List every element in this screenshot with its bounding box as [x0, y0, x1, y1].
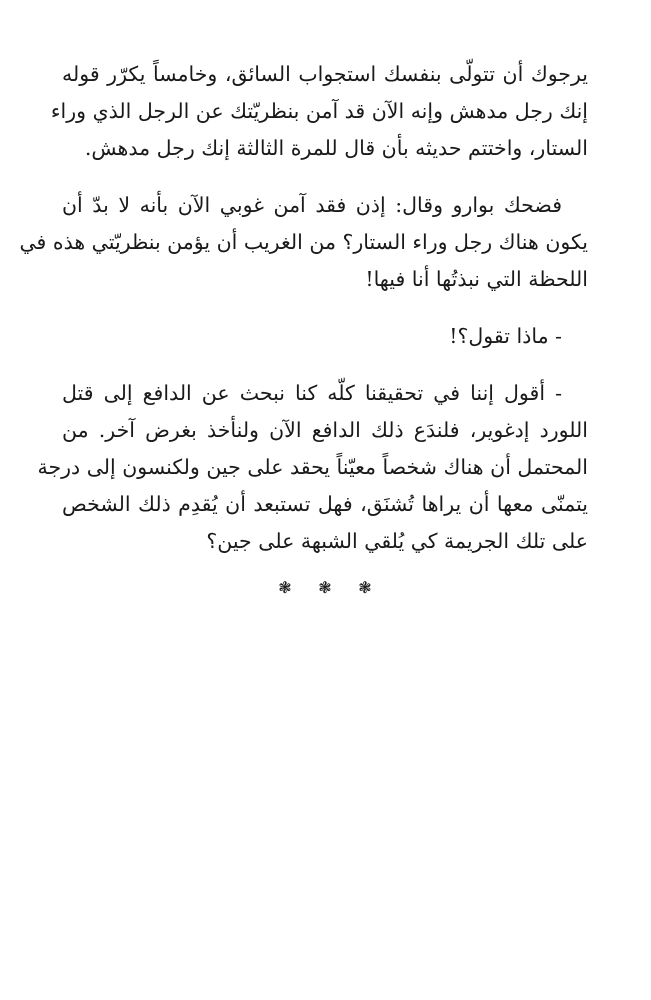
text-line: يتمنّى معها أن يراها تُشنَق، فهل تستبعد أن يُقدِم ذلك الشخص: [62, 492, 588, 516]
text-line: على تلك الجريمة كي يُلقي الشبهة على جين؟: [206, 529, 588, 553]
text-line: اللحظة التي نبذتُها أنا فيها!: [365, 267, 588, 291]
text-line: اللورد إدغوير، فلندَع ذلك الدافع الآن ولنأخذ بغرض آخر. من: [62, 418, 588, 442]
text-line: الستار، واختتم حديثه بأن قال للمرة الثالثة إنك رجل مدهش.: [84, 136, 588, 160]
text-line: إنك رجل مدهش وإنه الآن قد آمن بنظريّتك عن الرجل الذي وراء: [50, 99, 588, 123]
paragraph-1: [50, 56, 588, 167]
asterism-glyph: ❃: [318, 578, 332, 597]
asterism-glyph: ❃: [358, 578, 372, 597]
paragraph-4: [37, 375, 588, 560]
text-line: يكون هناك رجل وراء الستار؟ من الغريب أن يؤمن بنظريّتي هذه في: [19, 230, 588, 254]
book-page: [19, 56, 588, 598]
text-line: فضحك بوارو وقال: إذن فقد آمن غوبي الآن بأنه لا بدّ أن: [62, 193, 562, 217]
text-line: - أقول إننا في تحقيقنا كلّه كنا نبحث عن الدافع إلى قتل: [62, 381, 562, 405]
section-separator: [62, 578, 588, 598]
asterism-glyph: ❃: [278, 578, 292, 597]
paragraph-3: [62, 318, 588, 355]
text-line: المحتمل أن هناك شخصاً معيّناً يحقد على جين ولكنسون إلى درجة: [37, 455, 588, 479]
paragraph-2: [19, 187, 588, 298]
text-line: - ماذا تقول؟!: [449, 324, 562, 348]
text-line: يرجوك أن تتولّى بنفسك استجواب السائق، وخامساً يكرّر قوله: [62, 62, 588, 86]
